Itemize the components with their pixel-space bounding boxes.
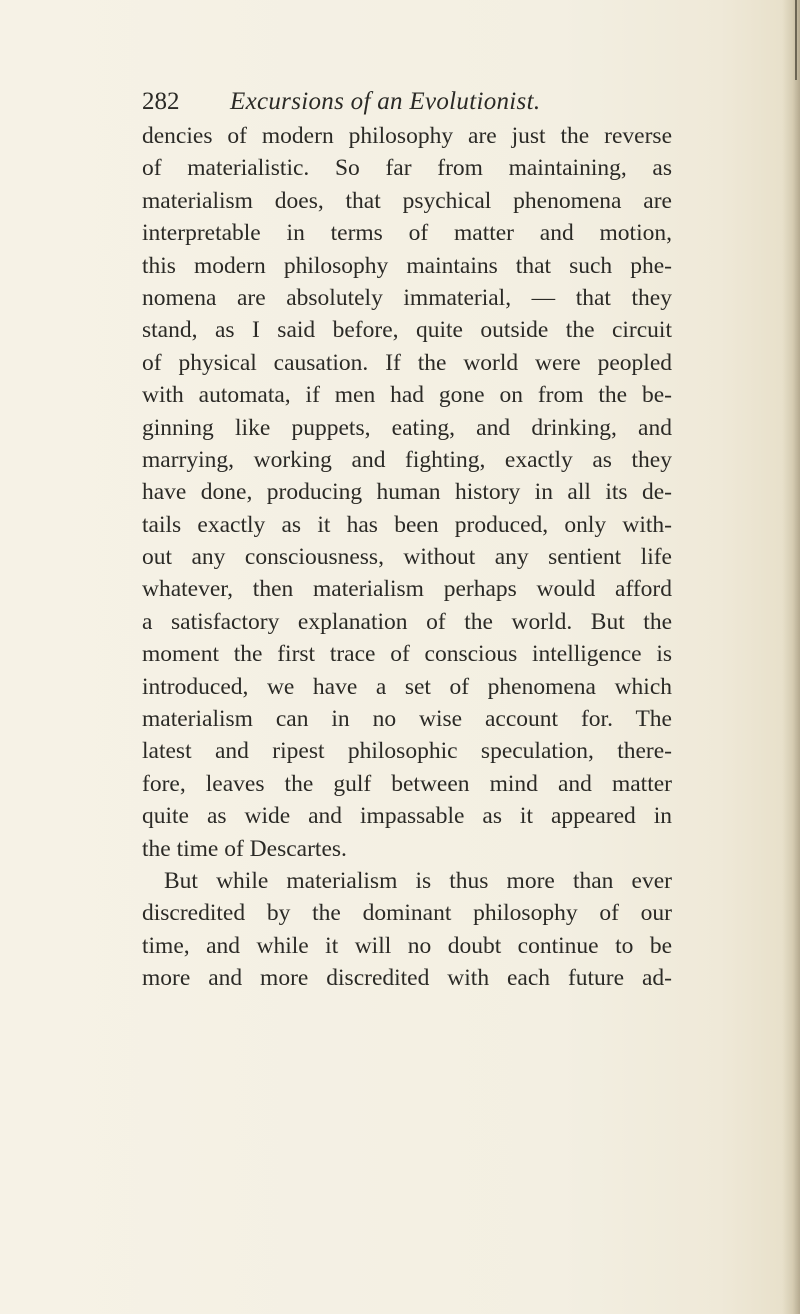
- body-text: [142, 120, 672, 995]
- text-line: out any consciousness, without any sentient life: [142, 544, 672, 571]
- text-line: quite as wide and impassable as it appeared in: [142, 803, 672, 830]
- text-line: the time of Descartes.: [142, 835, 347, 862]
- page-number: 282: [142, 88, 180, 115]
- text-line: materialism does, that psychical phenomena are: [142, 187, 672, 214]
- text-line: a satisfactory explanation of the world. But the: [142, 608, 672, 635]
- text-line: latest and ripest philosophic speculation, there-: [142, 738, 672, 765]
- text-line: whatever, then materialism perhaps would afford: [142, 576, 672, 603]
- text-line: materialism can in no wise account for. The: [142, 706, 672, 733]
- text-line: this modern philosophy maintains that such phe-: [142, 252, 672, 279]
- text-line: discredited by the dominant philosophy of our: [142, 900, 672, 927]
- text-line: ginning like puppets, eating, and drinking, and: [142, 414, 672, 441]
- text-line: more and more discredited with each future ad-: [142, 965, 672, 992]
- text-line: time, and while it will no doubt continue to be: [142, 932, 672, 959]
- text-line: nomena are absolutely immaterial, — that they: [142, 284, 672, 311]
- text-line: tails exactly as it has been produced, only with-: [142, 511, 672, 538]
- text-line: have done, producing human history in all its de-: [142, 479, 672, 506]
- text-line: moment the first trace of conscious intelligence is: [142, 641, 672, 668]
- text-line: fore, leaves the gulf between mind and matter: [142, 770, 672, 797]
- text-line: of materialistic. So far from maintaining, as: [142, 155, 672, 182]
- text-line: marrying, working and fighting, exactly as they: [142, 446, 672, 473]
- text-line: interpretable in terms of matter and motion,: [142, 220, 672, 247]
- page-header: [142, 88, 662, 120]
- text-line: dencies of modern philosophy are just the reverse: [142, 123, 672, 149]
- paragraph-1: [142, 120, 672, 865]
- text-line: with automata, if men had gone on from the be-: [142, 382, 672, 409]
- text-line: introduced, we have a set of phenomena which: [142, 673, 672, 700]
- paragraph-2: [142, 865, 672, 995]
- text-line: But while materialism is thus more than ever: [164, 867, 672, 894]
- text-line: of physical causation. If the world were peopled: [142, 349, 672, 376]
- page-edge-shadow: [782, 0, 800, 1314]
- running-title: Excursions of an Evolutionist.: [230, 88, 541, 115]
- page-edge-line: [795, 0, 797, 80]
- text-line: stand, as I said before, quite outside the circuit: [142, 317, 672, 344]
